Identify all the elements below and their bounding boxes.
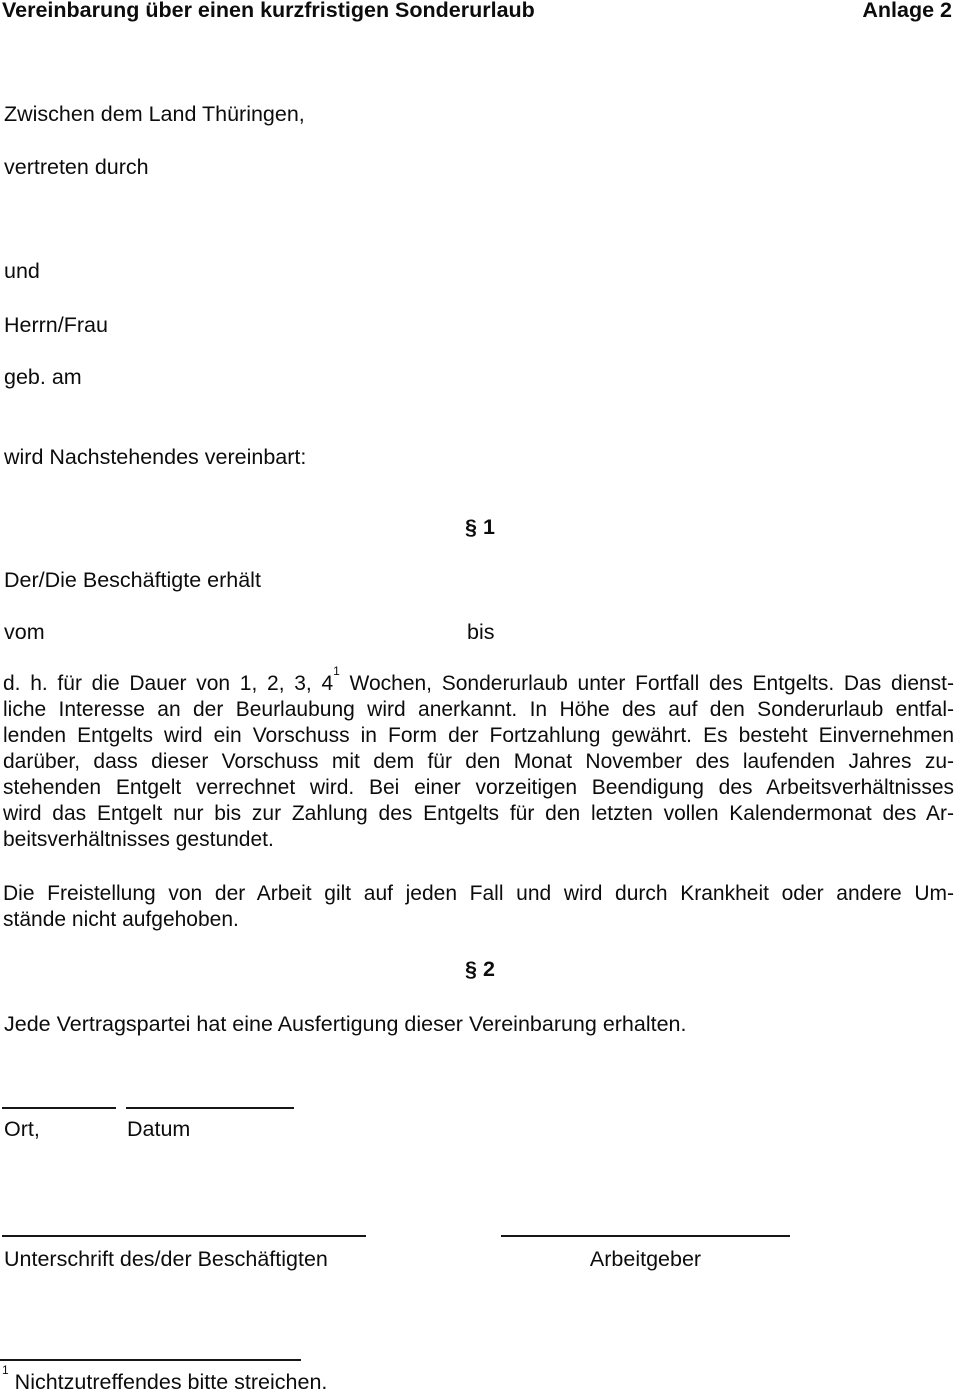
footnote-text: Nichtzutreffendes bitte streichen. bbox=[8, 1370, 328, 1394]
employee-signature-label: Unterschrift des/der Beschäftigten bbox=[4, 1247, 328, 1271]
paragraph1-line1-pre: d. h. für die Dauer von 1, 2, 3, 4 bbox=[3, 672, 334, 695]
intro-represented-by: vertreten durch bbox=[4, 155, 149, 179]
section2-text: Jede Vertragspartei hat eine Ausfertigung dieser Vereinbarung erhalten. bbox=[4, 1012, 687, 1036]
paragraph2-line1: Die Freistellung von der Arbeit gilt auf jeden Fall und wird durch Krankheit oder andere Um- bbox=[3, 882, 954, 905]
page-title: Vereinbarung über einen kurzfristigen Sonderurlaub bbox=[2, 0, 535, 22]
date-label: Datum bbox=[127, 1117, 191, 1141]
paragraph1-line6: wird das Entgelt nur bis zur Zahlung des Entgelts für den letzten vollen Kalendermonat des Ar- bbox=[3, 802, 954, 825]
paragraph1-line2: liche Interesse an der Beurlaubung wird anerkannt. In Höhe des auf den Sonderurlaub entfal- bbox=[3, 698, 954, 721]
footnote-marker: 1 bbox=[2, 1362, 9, 1377]
paragraph1-line4: darüber, dass dieser Vorschuss mit dem für den Monat November des laufenden Jahres zu- bbox=[3, 750, 954, 773]
intro-and: und bbox=[4, 259, 40, 283]
intro-person: Herrn/Frau bbox=[4, 313, 108, 337]
paragraph1-line5: stehenden Entgelt verrechnet wird. Bei einer vorzeitigen Beendigung des Arbeitsverhältnisses bbox=[3, 776, 954, 799]
intro-born-on: geb. am bbox=[4, 365, 82, 389]
place-signature-line bbox=[2, 1107, 116, 1109]
section1-paragraph1 bbox=[3, 664, 954, 853]
paragraph1-line1 bbox=[3, 664, 954, 697]
section1-to-label: bis bbox=[467, 620, 495, 644]
footnote bbox=[2, 1362, 328, 1395]
section2-heading: § 2 bbox=[465, 957, 495, 981]
section1-paragraph2 bbox=[3, 881, 954, 933]
section1-lead: Der/Die Beschäftigte erhält bbox=[4, 568, 261, 592]
paragraph2-line2: stände nicht aufgehoben. bbox=[3, 908, 239, 931]
section1-heading: § 1 bbox=[465, 515, 495, 539]
employee-signature-line bbox=[2, 1235, 366, 1237]
footnote-reference: 1 bbox=[333, 664, 340, 678]
paragraph1-line1-post: Wochen, Sonderurlaub unter Fortfall des Entgelts. Das dienst- bbox=[339, 672, 954, 695]
intro-between: Zwischen dem Land Thüringen, bbox=[4, 102, 305, 126]
section1-from-label: vom bbox=[4, 620, 45, 644]
place-label: Ort, bbox=[4, 1117, 40, 1141]
date-signature-line bbox=[126, 1107, 294, 1109]
intro-agreement-lead: wird Nachstehendes vereinbart: bbox=[4, 445, 307, 469]
paragraph1-line3: lenden Entgelts wird ein Vorschuss in Form der Fortzahlung gewährt. Es besteht Einvernehmen bbox=[3, 724, 954, 747]
paragraph1-line7: beitsverhältnisses gestundet. bbox=[3, 828, 274, 851]
employer-signature-line bbox=[501, 1235, 790, 1237]
annex-label: Anlage 2 bbox=[862, 0, 952, 22]
employer-signature-label: Arbeitgeber bbox=[589, 1247, 702, 1271]
footnote-separator bbox=[0, 1359, 301, 1361]
